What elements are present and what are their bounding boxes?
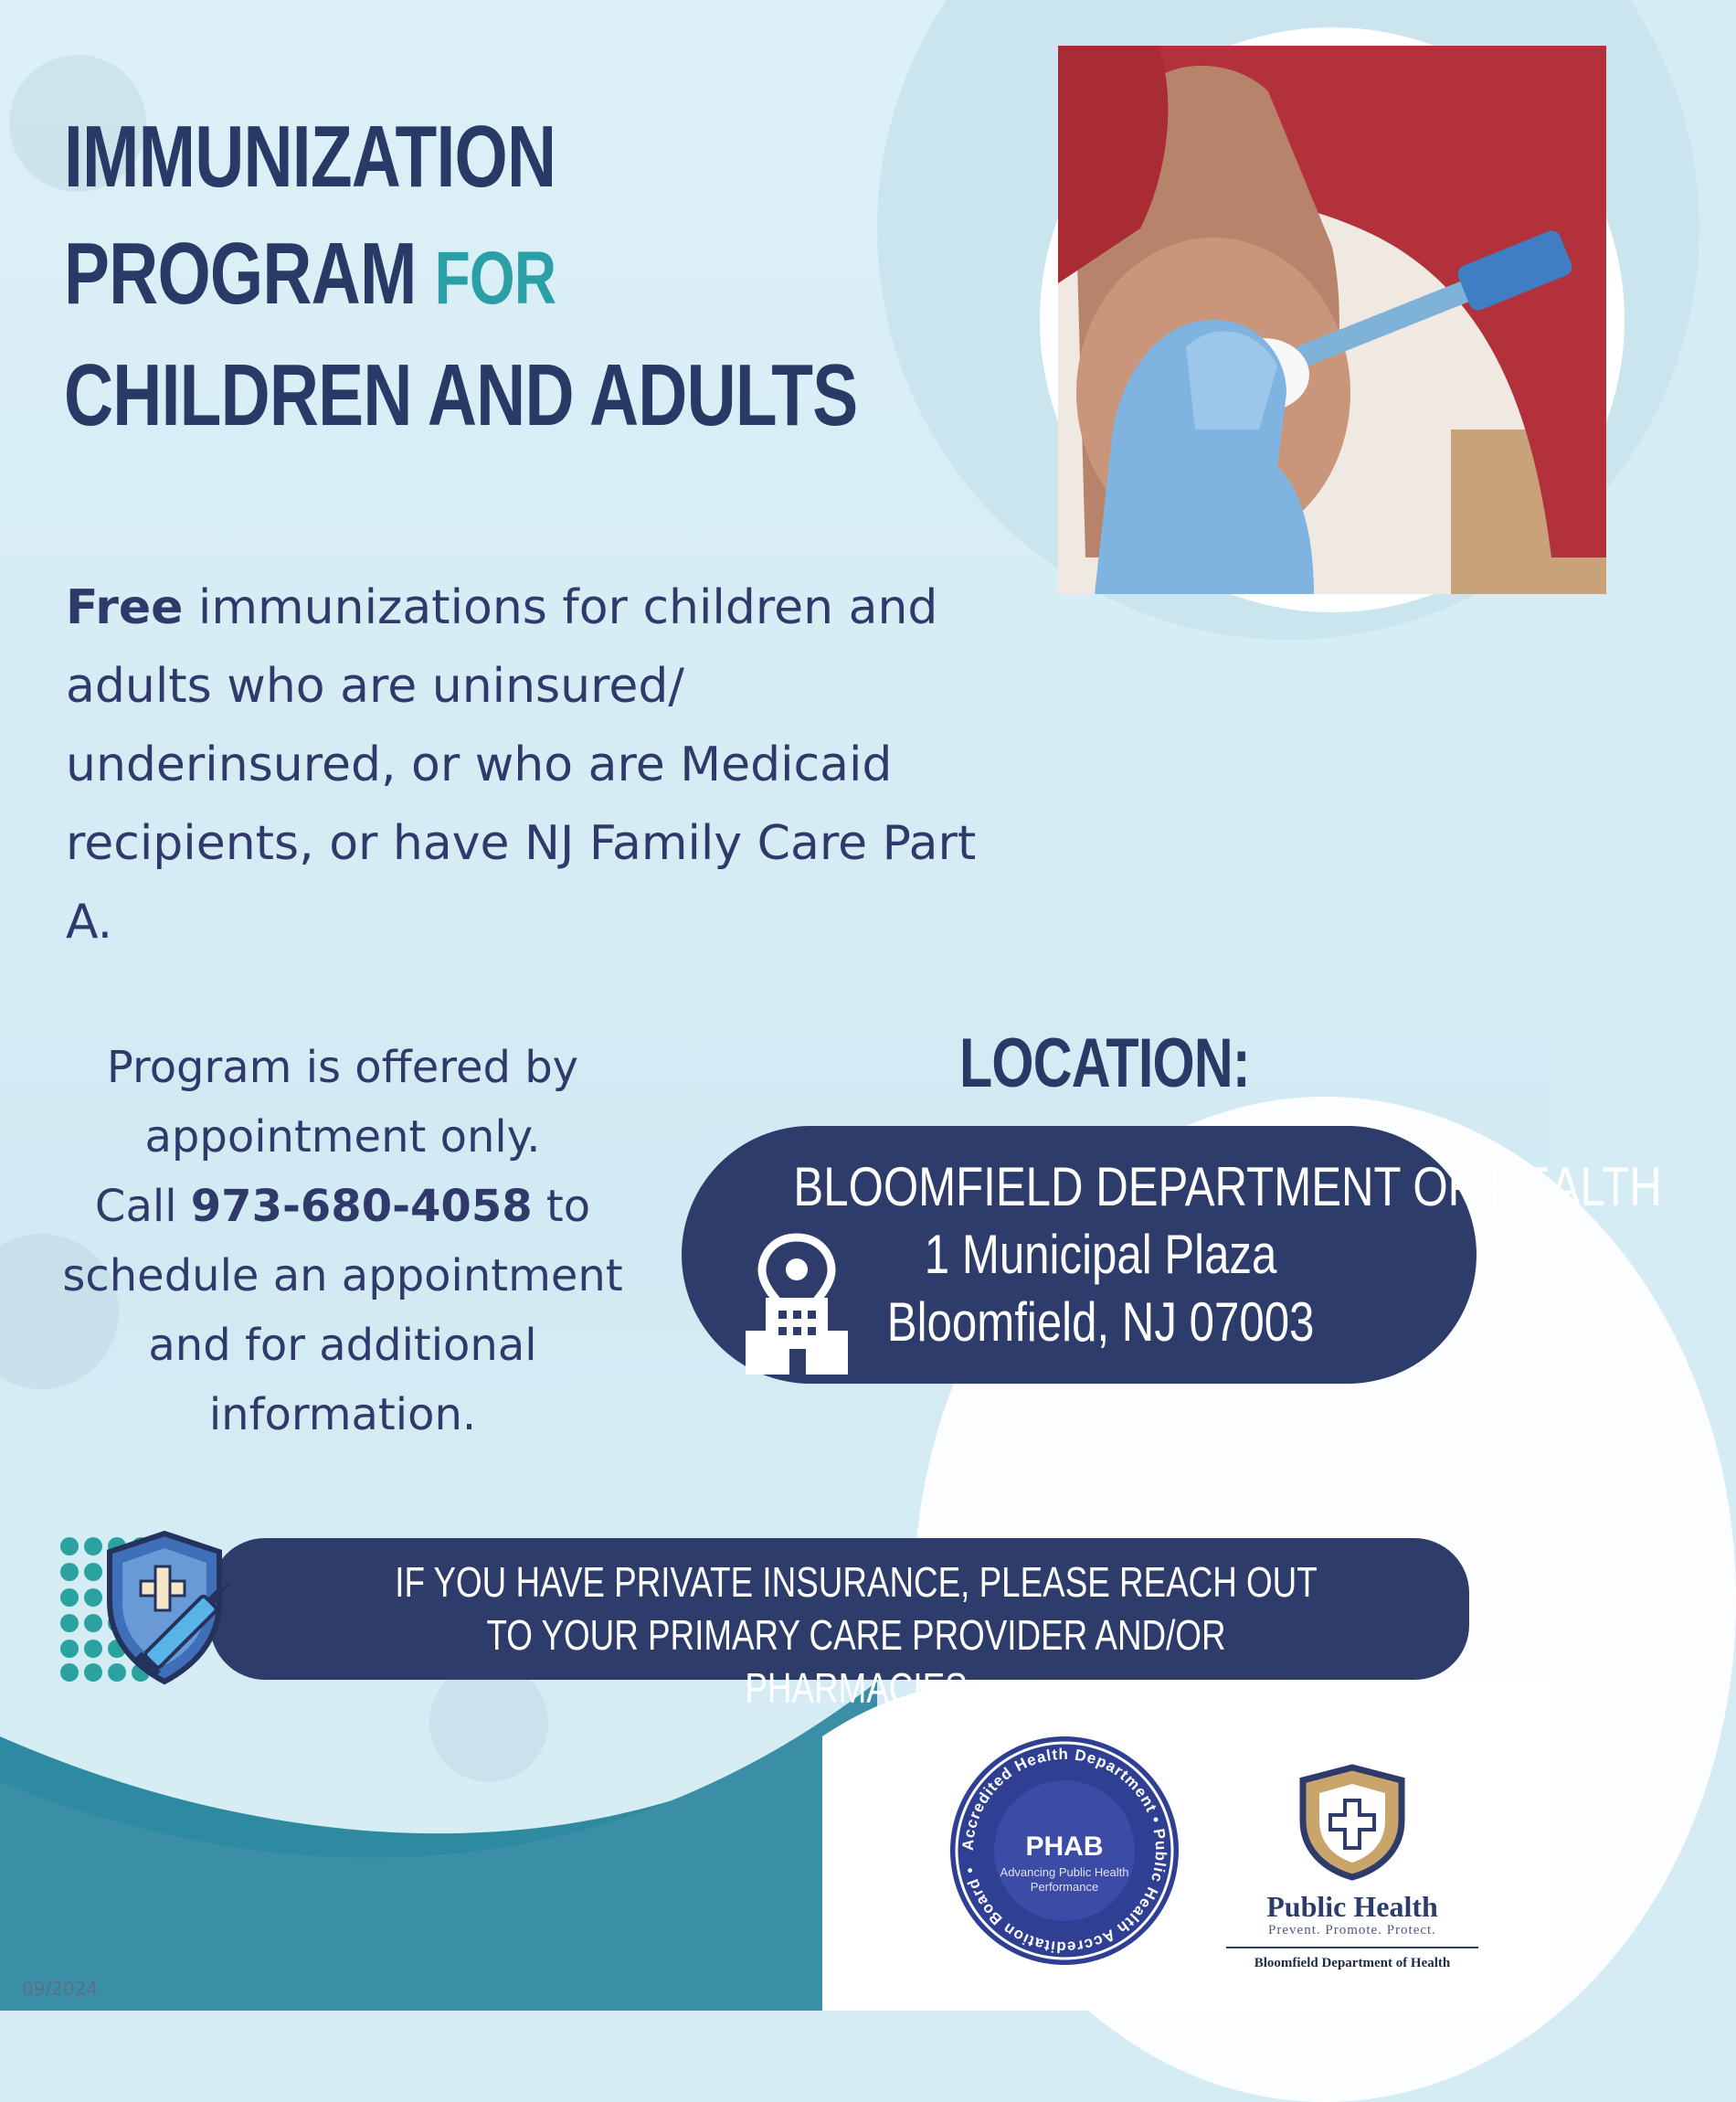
insurance-text: IF YOU HAVE PRIVATE INSURANCE, PLEASE REACH OUT TO YOUR PRIMARY CARE PROVIDER AND/OR PHARMACIES xyxy=(395,1558,1318,1712)
public-health-tagline: Prevent. Promote. Protect. xyxy=(1268,1923,1436,1937)
location-building-icon xyxy=(742,1228,861,1384)
intro-text: immunizations for children and adults who are uninsured/ underinsured, or who are Medicaid recipients, or have NJ Family Care Part A. xyxy=(66,580,977,950)
phab-ring-label: Accredited Health Department • Public Health Accreditation Board • xyxy=(958,1745,1170,1957)
offered-call: Call xyxy=(94,1181,191,1232)
offered-line-4: schedule an appointment xyxy=(62,1250,623,1301)
vaccination-illustration xyxy=(1058,46,1606,594)
phone-number: 973-680-4058 xyxy=(190,1181,533,1232)
intro-free: Free xyxy=(66,580,184,635)
title-line-3: CHILDREN AND ADULTS xyxy=(64,346,858,444)
phab-name: PHAB xyxy=(1025,1831,1104,1862)
public-health-department: Bloomfield Department of Health xyxy=(1254,1956,1451,1970)
offered-line-6: information. xyxy=(208,1389,477,1440)
intro-paragraph xyxy=(66,568,1025,961)
offered-line-1: Program is offered by xyxy=(106,1042,579,1093)
location-city: Bloomfield, NJ 07003 xyxy=(886,1291,1315,1353)
offered-line-2: appointment only. xyxy=(144,1111,541,1162)
shield-syringe-icon xyxy=(101,1528,247,1688)
public-health-shield-icon xyxy=(1294,1764,1411,1881)
date-code: 09/2024 xyxy=(22,1978,99,2000)
vaccination-photo xyxy=(1058,46,1606,594)
location-street: 1 Municipal Plaza xyxy=(924,1224,1277,1285)
title-for: FOR xyxy=(434,237,556,320)
location-name: BLOOMFIELD DEPARTMENT OF HEALTH xyxy=(793,1156,1662,1217)
page-title xyxy=(64,99,858,454)
title-line-2 xyxy=(64,216,777,337)
public-health-divider xyxy=(1226,1947,1478,1948)
title-program: PROGRAM xyxy=(64,225,417,323)
offered-line-3 xyxy=(27,1172,658,1241)
phab-subtitle: Advancing Public Health Performance xyxy=(1000,1865,1129,1894)
location-heading: LOCATION: xyxy=(959,1024,1250,1102)
offered-line-5: and for additional xyxy=(148,1320,537,1371)
insurance-message xyxy=(258,1555,1455,1715)
appointment-info xyxy=(27,1033,658,1449)
title-line-1: IMMUNIZATION xyxy=(64,108,556,206)
offered-to: to xyxy=(532,1181,591,1232)
public-health-title: Public Health xyxy=(1266,1890,1438,1923)
